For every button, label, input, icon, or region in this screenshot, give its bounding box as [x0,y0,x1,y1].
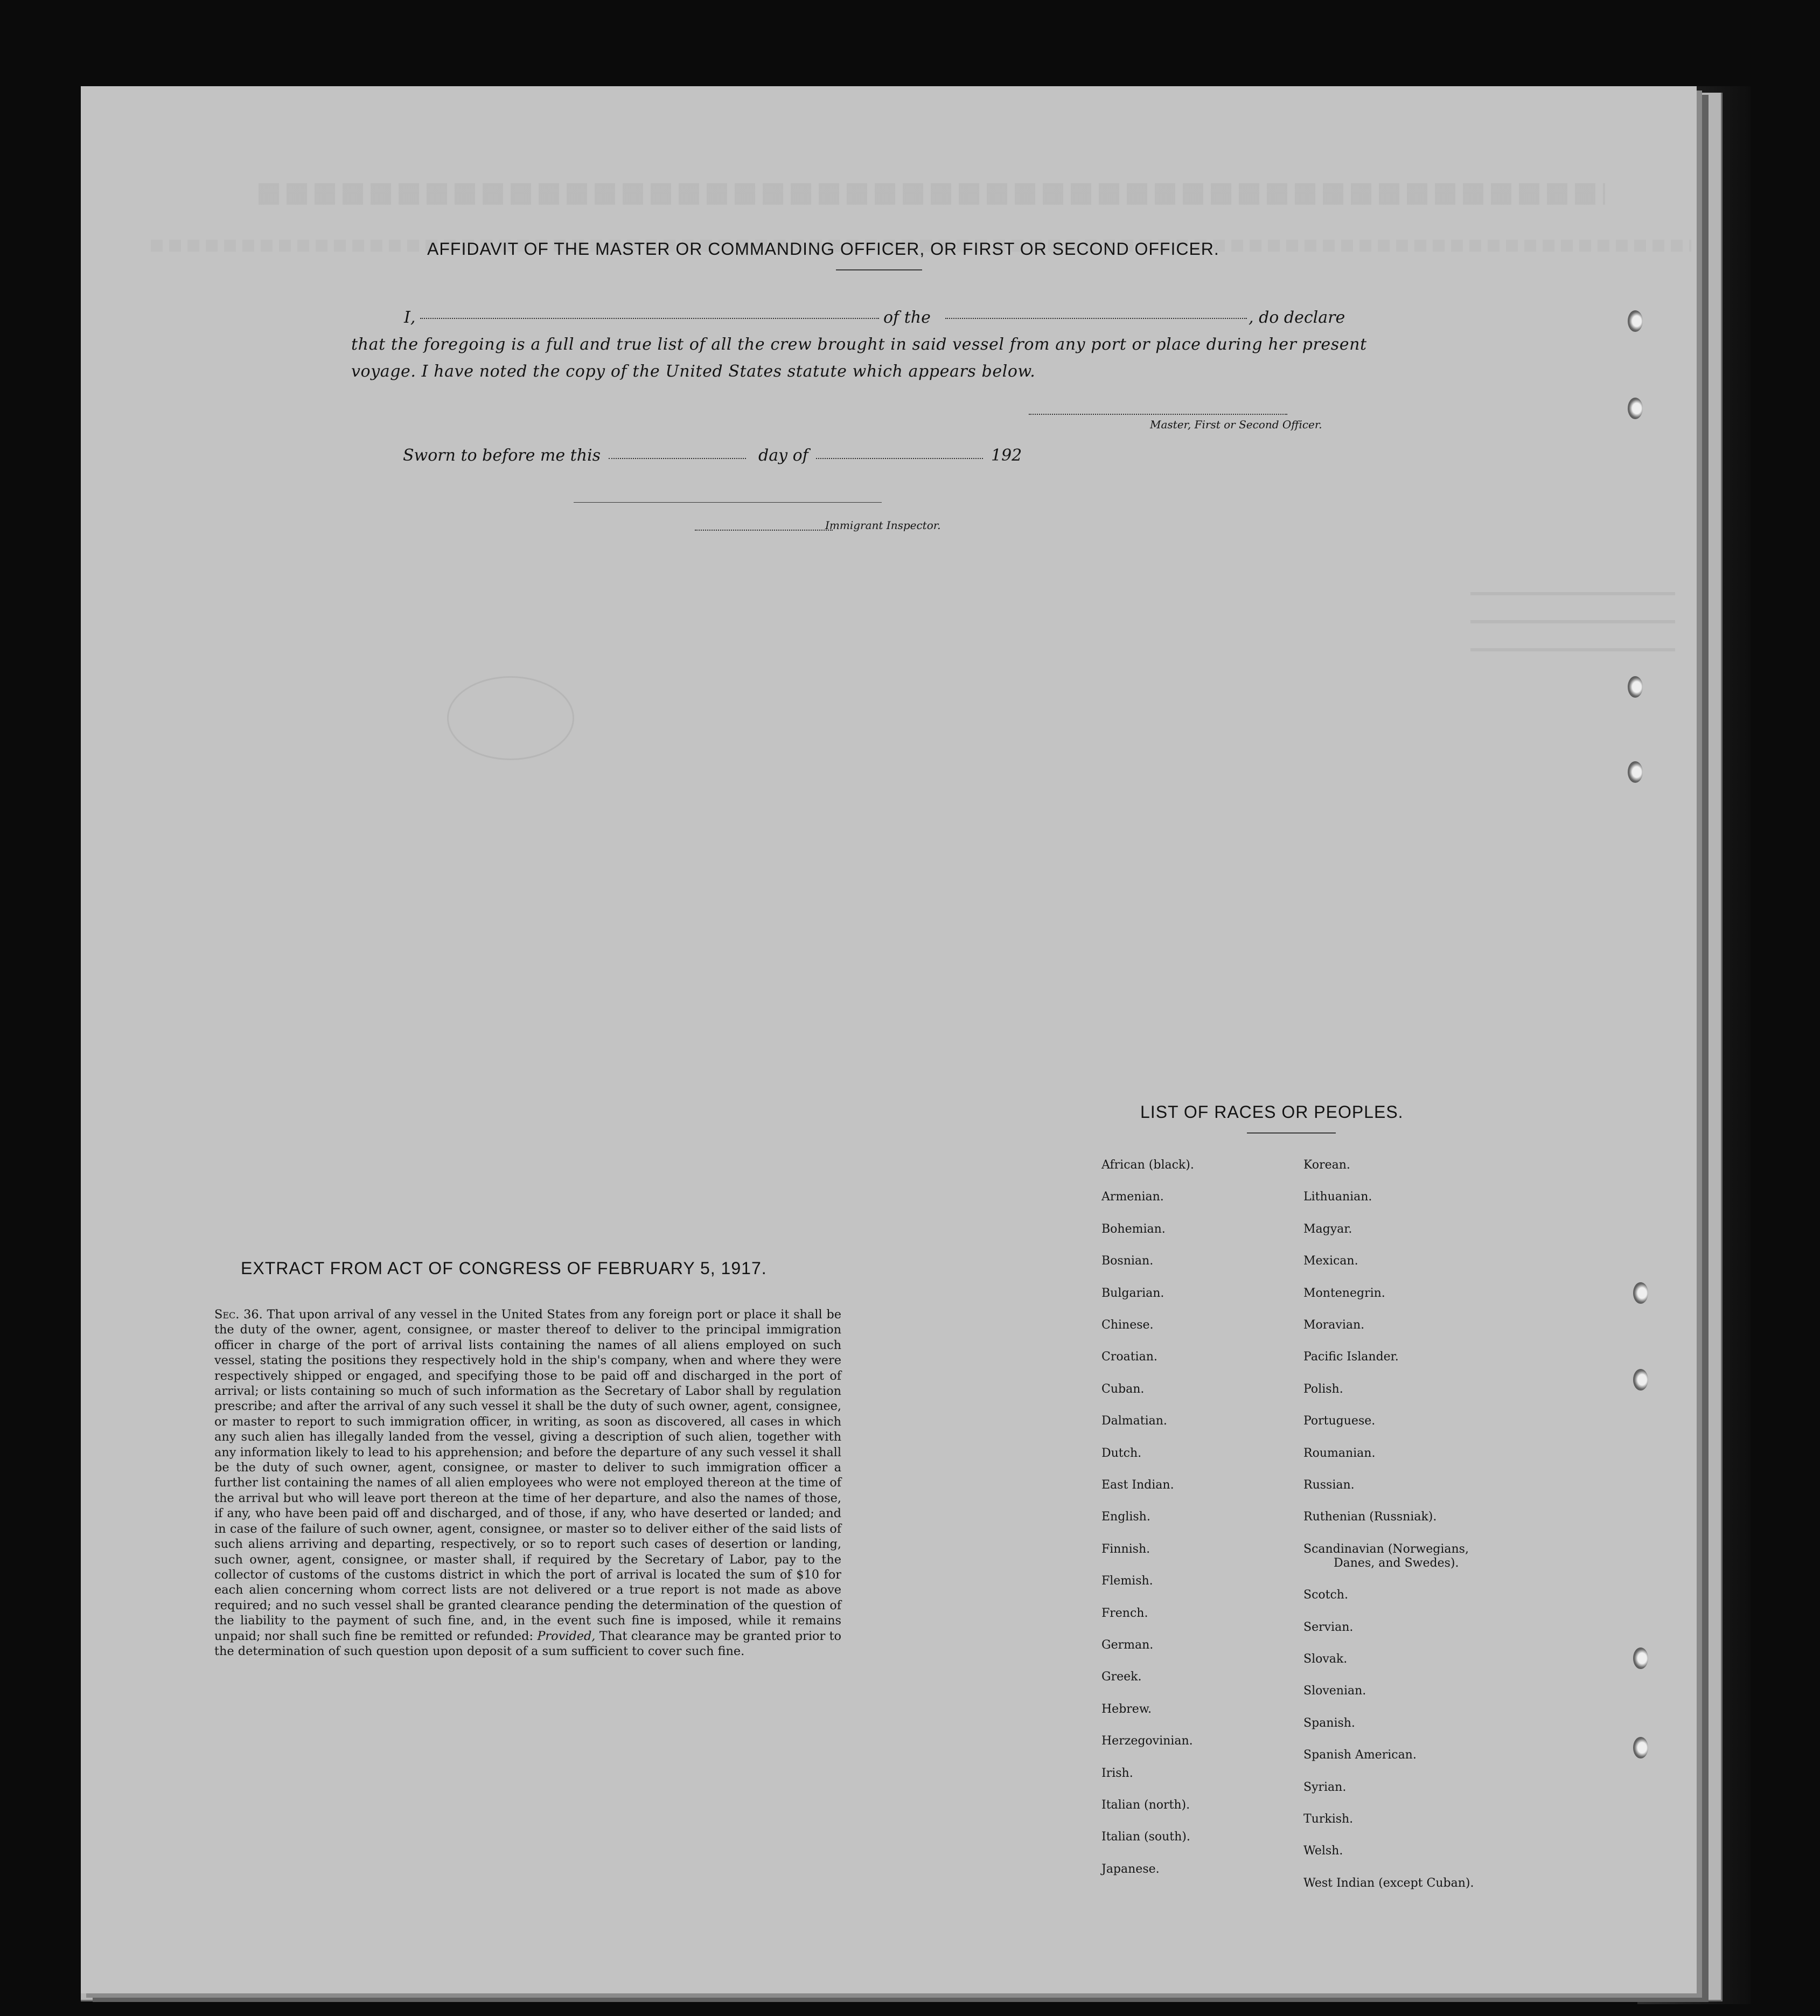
race-entry: French. [1101,1606,1148,1620]
inspector-signature-line[interactable] [574,502,882,503]
race-entry: Ruthenian (Russniak). [1303,1510,1437,1524]
binder-hole [1628,310,1643,332]
officer-signature-label: Master, First or Second Officer. [1150,418,1322,431]
act-tail-text: That clearance may be granted prior to the determination of such question upon deposit of a sum sufficient to cover such fine. [214,1629,841,1658]
race-entry: Russian. [1303,1478,1355,1492]
race-entry: Greek. [1101,1670,1142,1684]
race-entry: Irish. [1101,1766,1133,1780]
act-section-36 [214,1307,841,1659]
race-entry: German. [1101,1638,1154,1652]
race-entry: Roumanian. [1303,1446,1376,1460]
race-entry: Cuban. [1101,1382,1145,1396]
race-entry: West Indian (except Cuban). [1303,1876,1474,1890]
bleed-through-stamp [447,676,574,760]
race-entry: Bosnian. [1101,1254,1154,1268]
race-entry: Bulgarian. [1101,1286,1164,1300]
race-entry: Armenian. [1101,1190,1164,1204]
race-entry: Pacific Islander. [1303,1350,1399,1364]
races-heading-rule [1247,1132,1336,1134]
race-entry: Hebrew. [1101,1702,1152,1716]
race-entry: Servian. [1303,1620,1354,1634]
race-entry: Dutch. [1101,1446,1142,1460]
race-entry: Danes, and Swedes). [1334,1556,1459,1570]
race-entry: Moravian. [1303,1318,1365,1332]
act-body-text: That upon arrival of any vessel in the United States from any foreign port or place it shall be the duty of the owner, agent, consignee, or master thereof to deliver to the principal immigration officer in charge of the port of arrival lists containing the names of all aliens employed on such vessel, stating the positions they respectively hold in the ship's company, when and where they were respectively shipped or engaged, and specifying those to be paid off and discharged in the port of arrival; or lists containing so much of such information as the Secretary of Labor shall by regulation prescribe; and after the arrival of any such vessel it shall be the duty of such owner, agent, consignee, or master to report to such immigration officer, in writing, as soon as discovered, all cases in which any such alien has illegally landed from the vessel, giving a description of such alien, together with any information likely to lead to his apprehension; and before the departure of any such vessel it shall be the duty of such owner, agent, consignee, or master to deliver to such immigration officer a further list containing the names of all alien employees who were not employed thereon at the time of the arrival but who will leave port thereon at the time of her departure, and also the names of those, if any, who have been paid off and discharged, and of those, if any, who have deserted or landed; and in case of the failure of such owner, agent, consignee, or master so to deliver either of the said lists of such aliens arriving and departing, respectively, or so to report such cases of desertion or landing, such owner, agent, consignee, or master shall, if required by the Secretary of Labor, pay to the collector of customs of the customs district in which the port of arrival is located the sum of $10 for each alien concerning whom correct lists are not delivered or a true report is not made as above required; and no such vessel shall be granted clearance pending the determination of the question of the liability to the payment of such fine, and, in the event such fine is imposed, while it remains unpaid; nor shall such fine be remitted or refunded: [214,1308,841,1643]
race-entry: Polish. [1303,1382,1343,1396]
act-section-label: Sec. 36. [214,1308,263,1322]
race-entry: Spanish. [1303,1716,1355,1730]
race-entry: Lithuanian. [1303,1190,1372,1204]
sworn-prefix: Sworn to before me this [403,446,601,465]
race-entry: Flemish. [1101,1574,1153,1588]
race-entry: Italian (south). [1101,1830,1190,1844]
race-entry: English. [1101,1510,1150,1524]
binder-hole [1628,761,1643,783]
race-entry: Scotch. [1303,1588,1348,1602]
race-entry: Chinese. [1101,1318,1154,1332]
race-entry: Scandinavian (Norwegians, [1303,1542,1469,1556]
declarant-name-field[interactable] [420,318,879,319]
race-entry: Magyar. [1303,1222,1352,1236]
race-entry: Turkish. [1303,1812,1354,1826]
race-entry: Spanish American. [1303,1748,1417,1762]
race-entry: Montenegrin. [1303,1286,1385,1300]
binder-hole [1633,1647,1648,1669]
race-entry: Bohemian. [1101,1222,1166,1236]
race-entry: East Indian. [1101,1478,1174,1492]
race-entry: Slovenian. [1303,1684,1366,1698]
affidavit-title: AFFIDAVIT OF THE MASTER OR COMMANDING OFFICER, OR FIRST OR SECOND OFFICER. [427,239,1219,259]
sworn-year: 192 [991,446,1022,465]
affidavit-title-rule [836,269,922,270]
sworn-day-of: day of [758,446,808,465]
race-entry: Slovak. [1303,1652,1348,1666]
race-entry: Mexican. [1303,1254,1358,1268]
officer-signature-field[interactable] [1029,414,1287,415]
binder-hole [1628,398,1643,419]
binder-hole [1633,1282,1648,1304]
race-entry: Welsh. [1303,1844,1343,1858]
race-entry: Croatian. [1101,1350,1157,1364]
inspector-label: Immigrant Inspector. [825,519,941,532]
affidavit-declarant-prefix: I, [404,308,416,327]
affidavit-line-3: voyage. I have noted the copy of the United States statute which appears below. [351,362,1036,381]
binder-hole [1628,676,1643,698]
vessel-name-field[interactable] [945,318,1247,319]
binder-hole [1633,1737,1648,1758]
affidavit-of-the: of the [883,308,931,327]
inspector-name-field[interactable] [695,530,833,531]
affidavit-line-2: that the foregoing is a full and true list of all the crew brought in said vessel from any port or place during her present [351,335,1367,354]
race-entry: Japanese. [1101,1862,1160,1876]
race-entry: Finnish. [1101,1542,1150,1556]
race-entry: Syrian. [1303,1780,1347,1794]
race-entry: Herzegovinian. [1101,1734,1193,1748]
race-entry: Portuguese. [1303,1414,1376,1428]
bleed-through-heading [259,183,1605,205]
race-entry: African (black). [1101,1158,1194,1172]
act-provided-label: Provided, [537,1629,596,1643]
act-heading: EXTRACT FROM ACT OF CONGRESS OF FEBRUARY 5, 1917. [241,1259,767,1278]
bleed-through-handwriting [1470,568,1675,676]
race-entry: Dalmatian. [1101,1414,1167,1428]
sworn-month-field[interactable] [816,458,983,459]
sworn-day-field[interactable] [609,458,746,459]
races-heading: LIST OF RACES OR PEOPLES. [1140,1102,1404,1122]
document-page [81,86,1697,1993]
race-entry: Italian (north). [1101,1798,1190,1812]
affidavit-do-declare: , do declare [1249,308,1345,327]
race-entry: Korean. [1303,1158,1350,1172]
binder-hole [1633,1369,1648,1391]
